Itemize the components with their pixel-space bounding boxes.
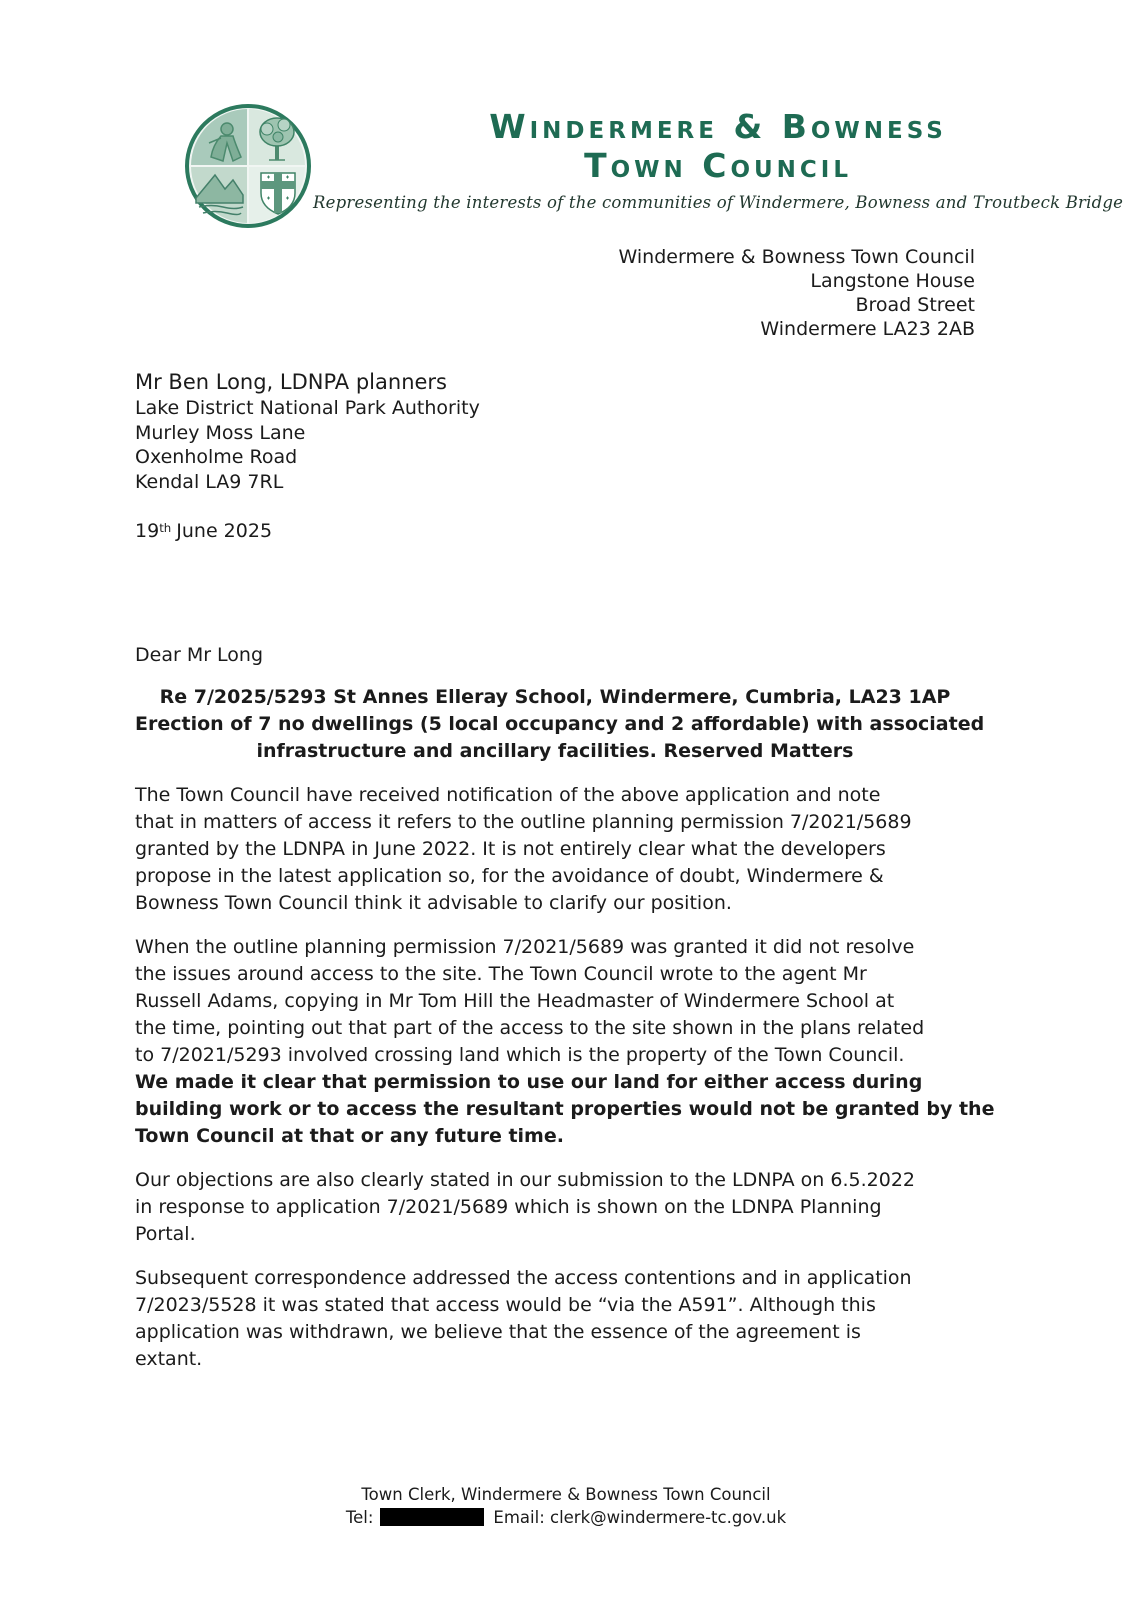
- body-text-line: to 7/2021/5293 involved crossing land which is the property of the Town Council.: [135, 1044, 905, 1066]
- body-paragraph-4: [135, 1265, 975, 1373]
- body-text-line: in response to application 7/2021/5689 which is shown on the LDNPA Planning: [135, 1196, 882, 1218]
- letterhead: [183, 103, 1124, 229]
- council-crest-icon: [183, 103, 313, 229]
- body-text-line: granted by the LDNPA in June 2022. It is not entirely clear what the developers: [135, 838, 886, 860]
- body-text-line-bold: We made it clear that permission to use our land for either access during: [135, 1071, 923, 1093]
- salutation: Dear Mr Long: [135, 644, 264, 666]
- recipient-name: Mr Ben Long, LDNPA planners: [135, 370, 447, 394]
- council-crest-logo: [183, 103, 313, 229]
- body-text-line-bold: building work or to access the resultant properties would not be granted by the: [135, 1098, 995, 1120]
- body-text-line-bold: Town Council at that or any future time.: [135, 1125, 564, 1147]
- footer-role-line: Town Clerk, Windermere & Bowness Town Council: [361, 1485, 771, 1504]
- body-text-line: Our objections are also clearly stated in our submission to the LDNPA on 6.5.2022: [135, 1169, 916, 1191]
- sender-address: [135, 245, 975, 341]
- email-text: Email: clerk@windermere-tc.gov.uk: [493, 1507, 787, 1527]
- body-text-line: the time, pointing out that part of the access to the site shown in the plans related: [135, 1017, 925, 1039]
- subject-line: infrastructure and ancillary facilities. Reserved Matters: [256, 740, 854, 762]
- date-month-year: June 2025: [176, 520, 273, 542]
- letterhead-title-block: [313, 103, 1123, 212]
- org-name-line2: Town Council: [584, 146, 853, 185]
- recipient-address-line: Oxenholme Road: [135, 446, 298, 468]
- body-text-line: When the outline planning permission 7/2021/5689 was granted it did not resolve: [135, 936, 915, 958]
- letter-date: [135, 520, 975, 542]
- recipient-address-line: Murley Moss Lane: [135, 421, 306, 444]
- body-text-line: 7/2023/5528 it was stated that access would be “via the A591”. Although this: [135, 1294, 876, 1316]
- body-text-line: The Town Council have received notification of the above application and note: [135, 784, 881, 806]
- sender-address-line: Langstone House: [810, 270, 975, 292]
- body-text-line: that in matters of access it refers to the outline planning permission 7/2021/5689: [135, 811, 912, 833]
- body-text-line: extant.: [135, 1348, 203, 1370]
- letter-footer: [0, 1484, 1132, 1529]
- subject-heading: [135, 684, 985, 765]
- sender-address-line: Windermere & Bowness Town Council: [618, 246, 975, 268]
- sender-address-line: Broad Street: [855, 294, 975, 316]
- org-tagline: Representing the interests of the communities of Windermere, Bowness and Troutbeck Bridge: [313, 193, 1124, 212]
- recipient-address: [135, 369, 975, 494]
- redacted-phone-number: [380, 1508, 484, 1526]
- tel-label: Tel:: [345, 1507, 374, 1527]
- body-paragraph-2: [135, 934, 995, 1150]
- footer-contact-line: [0, 1507, 1132, 1530]
- sender-address-line: Windermere LA23 2AB: [760, 318, 975, 340]
- body-text-line: Russell Adams, copying in Mr Tom Hill the Headmaster of Windermere School at: [135, 990, 895, 1012]
- body-text-line: Subsequent correspondence addressed the access contentions and in application: [135, 1267, 912, 1289]
- body-paragraph-3: [135, 1167, 975, 1248]
- body-text-line: Bowness Town Council think it advisable to clarify our position.: [135, 892, 732, 914]
- body-text-line: application was withdrawn, we believe that the essence of the agreement is: [135, 1321, 861, 1343]
- recipient-address-line: Kendal LA9 7RL: [135, 470, 284, 493]
- subject-line: Erection of 7 no dwellings (5 local occupancy and 2 affordable) with associated: [135, 713, 985, 735]
- body-text-line: Portal.: [135, 1223, 196, 1245]
- date-day: 19: [135, 520, 160, 542]
- body-text-line: propose in the latest application so, for the avoidance of doubt, Windermere &: [135, 865, 884, 887]
- body-text-line: the issues around access to the site. The Town Council wrote to the agent Mr: [135, 963, 867, 985]
- subject-line: Re 7/2025/5293 St Annes Elleray School, Windermere, Cumbria, LA23 1AP: [159, 686, 951, 708]
- date-ordinal-suffix: th: [159, 520, 172, 535]
- recipient-address-line: Lake District National Park Authority: [135, 397, 480, 419]
- body-paragraph-1: [135, 782, 975, 917]
- org-name-line1: Windermere & Bowness: [489, 107, 947, 146]
